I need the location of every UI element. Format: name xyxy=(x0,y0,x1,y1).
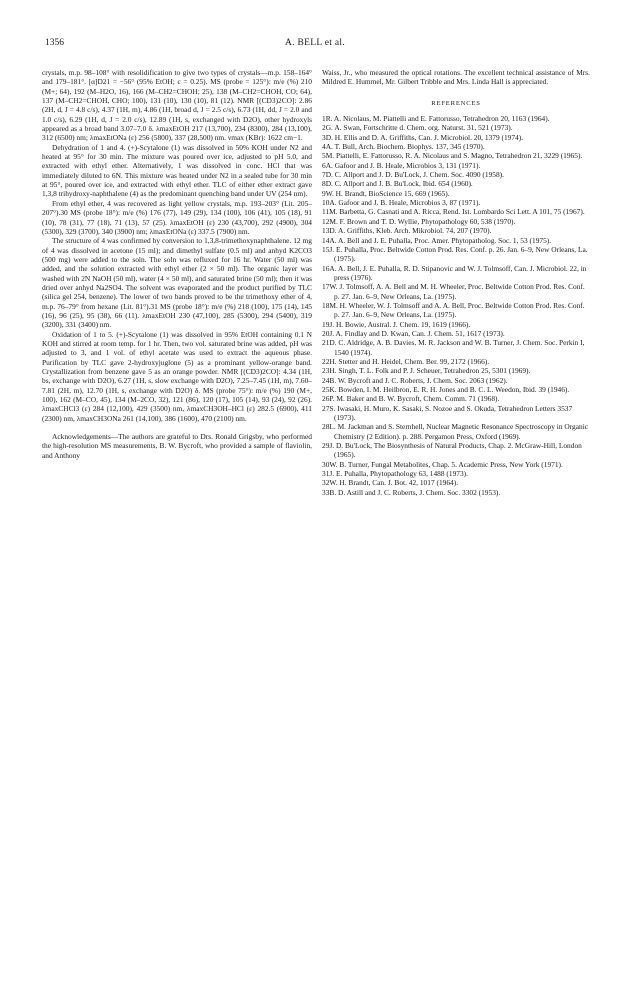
body-paragraph: Dehydration of 1 and 4. (+)-Scytalone (1) was dissolved in 50% KOH under N2 and heated at 95° for 30 min. The mixture was poured over ice, adjusted to pH 5.0, and extracted with ethyl ether. Alternatively, 1 was dissolved in conc. HCl that was immediately diluted to 6N. This mixture was heated under N2 in a sealed tube for 30 min at 95°, poured over ice, and extracted with ethyl ether. TLC of either ether extract gave 1,3,8 trihydroxy-naphthalene (4) as the predominant quenching band under UV (254 nm). xyxy=(42,142,312,199)
reference-item: 16A. A. Bell, J. E. Puhalla, R. D. Stipanovic and W. J. Tolmsoff, Can. J. Microbiol. 22, in press (1976). xyxy=(322,263,587,282)
reference-item: 31J. E. Puhalla, Phytopathology 63, 1488 (1973). xyxy=(322,469,468,479)
body-paragraph: From ethyl ether, 4 was recovered as light yellow crystals, m.p. 193–203° (Lit. 205–207°).30 MS (probe 18°): m/e (%) 176 (77), 149 (29), 134 (100), 106 (41), 105 (18), 91 (10), 78 (31), 77 (18), 71 (13), 57 (25). λmaxEtOH (ε) 230 (43,700), 292 (4900), 304 (5300), 329 (3700), 340 (3900) nm; λmaxEtONa (ε) 337.5 (7900) nm. xyxy=(42,198,312,236)
reference-item: 17W. J. Tolmsoff, A. A. Bell and M. H. Wheeler, Proc. Beltwide Cotton Prod. Res. Conf. p. 27. Jan. 6–9, New Orleans, La. (1975). xyxy=(322,282,585,301)
references-heading: REFERENCES xyxy=(431,99,481,107)
reference-item: 29J. D. Bu'Lock, The Biosynthesis of Natural Products, Chap. 2. McGraw-Hill, London (1965). xyxy=(322,441,582,460)
reference-item: 25K. Bowden, I. M. Heilbron, E. R. H. Jones and B. C. L. Weedon, Ibid. 39 (1946). xyxy=(322,385,570,394)
reference-item: 22H. Stetter and H. Heidel, Chem. Ber. 99, 2172 (1966). xyxy=(322,356,490,366)
reference-item: 27S. Iwasaki, H. Muro, K. Sasaki, S. Nozoe and S. Okuda, Tetrahedron Letters 3537 (1973). xyxy=(322,403,573,423)
left-column xyxy=(42,68,312,460)
reference-item: 11M. Barbetta, G. Casnati and A. Ricca, Rend. Ist. Lombardo Sci Lett. A 101, 75 (1967). xyxy=(322,207,585,217)
reference-item: 9W. H. Brandt, BioScience 15, 669 (1965). xyxy=(322,188,450,198)
page-header xyxy=(45,38,585,52)
reference-item: 13D. A. Griffiths, Kleb. Arch. Mikrobiol. 74, 207 (1970). xyxy=(322,226,492,236)
reference-item: 33B. D. Astill and J. C. Roberts, J. Chem. Soc. 3302 (1953). xyxy=(322,487,501,497)
reference-item: 1R. A. Nicolaus, M. Piattelli and E. Fattorusso, Tetrahedron 20, 1163 (1964). xyxy=(322,114,550,124)
page-number: 1356 xyxy=(45,38,64,48)
reference-item: 10A. Gafoor and J. B. Heale, Microbios 3, 87 (1971). xyxy=(322,198,481,208)
acknowledgements-continuation: Waiss, Jr., who measured the optical rotations. The excellent technical assistance of Mrs. Mildred E. Hummel, Mr. Gilbert Tribble and Mrs. Linda Hall is appreciated. xyxy=(322,68,590,87)
reference-item: 30W. B. Turner, Fungal Metabolites, Chap. 5. Academic Press, New York (1971). xyxy=(322,459,563,469)
reference-item: 23H. Singh, T. L. Folk and P. J. Scheuer, Tetrahedron 25, 5301 (1969). xyxy=(322,366,531,376)
body-paragraph: Oxidation of 1 to 5. (+)-Scytalone (1) was dissolved in 95% EtOH containing 0.1 N KOH and stirred at room temp. for 1 hr. Then, two vol. saturated brine was added, pH was adjusted to 3, and 1 vol. of ethyl acetate was used to extract the aqueous phase. Purification by TLC gave 2-hydroxyjuglone (5) as a prominant yellow-orange band. Crystallization from benzene gave 5 as an orange powder. NMR [(CD3)2CO]: 4.34 (1H, bs, exchange with D2O), 6.27 (1H, s, slow exchange with D2O), 7.25–7.45 (1H, m), 7.60–7.81 (2H, m), 12.70 (1H, s, exchange with D2O) δ. MS (probe 75°): m/e (%) 190 (M+, 100), 162 (M–CO, 45), 134 (M–2CO, 32), 121 (86), 120 (17), 105 (14), 93 (24), 92 (26). λmaxCHCl3 (ε) 284 (12,100), 429 (3500) nm, λmaxCH3OH–HCl (ε) 282.5 (6900), 411 (2300) nm, λmaxCH3ONa 261 (14,100), 386 (1600), 470 (2100) nm. xyxy=(42,329,312,423)
reference-item: 32W. H. Brandt, Can. J. Bot. 42, 1017 (1964). xyxy=(322,478,459,488)
reference-item: 12M. F. Brown and T. D. Wyllie, Phytopathology 60, 538 (1970). xyxy=(322,216,516,226)
references-list xyxy=(322,114,590,497)
reference-item: 21D. C. Aldridge, A. B. Davies, M. R. Jackson and W. B. Turner, J. Chem. Soc. Perkin I, 1540 (1974). xyxy=(322,338,585,357)
reference-item: 19J. H. Bowie, Austral. J. Chem. 19, 1619 (1966). xyxy=(322,319,471,329)
reference-item: 28L. M. Jackman and S. Sternhell, Nuclear Magnetic Resonance Spectroscopy in Organic Chemistry (2 Edition). p. 288. Pergamon Press, Oxford (1969). xyxy=(322,422,589,441)
reference-item: 2G. A. Swan, Fortschritte d. Chem. org. Naturst. 31, 521 (1973). xyxy=(322,123,513,133)
reference-item: 20J. A. Findlay and D. Kwan, Can. J. Chem. 51, 1617 (1973). xyxy=(322,328,505,338)
reference-item: 3D. H. Ellis and D. A. Griffiths, Can. J. Microbiol. 20, 1379 (1974). xyxy=(322,132,524,142)
reference-item: 15J. E. Puhalla, Proc. Beltwide Cotton Prod. Res. Conf. p. 26. Jan. 6–9, New Orleans, La. (1975). xyxy=(322,244,588,264)
reference-item: 26P. M. Baker and B. W. Bycroft, Chem. Comm. 71 (1968). xyxy=(322,394,500,404)
reference-item: 14A. A. Bell and J. E. Puhalla, Proc. Amer. Phytopatholog. Soc. 1, 53 (1975). xyxy=(322,235,552,245)
reference-item: 8D. C. Allport and J. B. Bu'Lock, Ibid. 654 (1960). xyxy=(322,179,473,189)
reference-item: 4A. T. Bull, Arch. Biochem. Biophys. 137, 345 (1970). xyxy=(322,142,485,152)
reference-item: 18M. H. Wheeler, W. J. Tolmsoff and A. A. Bell, Proc. Beltwide Cotton Prod. Res. Conf. p. 27. Jan. 6–9, New Orleans, La. (1975). xyxy=(322,300,585,320)
reference-item: 6A. Gafoor and J. B. Heale, Microbios 3, 131 (1971). xyxy=(322,160,481,170)
body-paragraph: crystals, m.p. 98–108° with resolidification to give two types of crystals—m.p. 158–164° and 179–181°. [α]D21 = −56° (95% EtOH; c = 0.25). MS (probe = 125°): m/e (%) 210 (M+; 64), 192 (M–H2O, 16), 166 (M–CH2=CHOH; 25), 138 (M–CH2=CHOH, CO; 64), 137 (M–CH2=CHOH, CHO; 100), 131 (10), 130 (10), 81 (12). NMR [(CD3)2CO]: 2.86 (2H, d, J = 4.8 c/s), 4.37 (1H, m), 4.86 (1H, broad d, J = 2.5 c/s), 6.73 (1H, dd, J = 2.0 and 1.0 c/s), 6.29 (1H, d, J = 2.0 c/s), 12.89 (1H, s, exchanged with D2O), other hydroxyls appeared as a broad band 3.07–7.0 δ. λmaxEtOH 217 (13,700), 234 (8300), 284 (13,100), 312 (6500) nm; λmaxEtONa (ε) 256 (5800), 337 (28,500) nm. νmax (KBr): 1622 cm−1. xyxy=(42,68,312,143)
body-paragraph: The structure of 4 was confirmed by conversion to 1,3,8-trimethoxynaphthalene. 12 mg of 4 was dissolved in acetone (15 ml); and dimethyl sulfate (0.5 ml) and anhyd K2CO3 (500 mg) were added to the soln. The soln was refluxed for 16 hr. Water (50 ml) was added, and the solution extracted with ethyl ether (2 × 50 ml). The organic layer was washed with 2N NaOH (50 ml), water (4 × 50 ml), and saturated brine (50 ml); then it was dried over anhyd Na2SO4. The solvent was evaporated and the product purified by TLC (silica gel 254, benzene). The lower of two bands proved to be the trimethoxy ether of 4, m.p. 76–79° from hexane (Lit. 81°).31 MS (probe 18°): m/e (%) 218 (100), 175 (14), 145 (16), 96 (25), 95 (38), 66 (11). λmaxEtOH 230 (47,100), 285 (5300), 294 (5400), 319 (3200), 331 (3400) nm. xyxy=(42,236,312,330)
reference-item: 5M. Piattelli, E. Fattorusso, R. A. Nicolaus and S. Magno, Tetrahedron 21, 3229 (1965). xyxy=(322,151,583,161)
reference-item: 7D. C. Allport and J. D. Bu'Lock, J. Chem. Soc. 4090 (1958). xyxy=(322,170,504,180)
body-paragraph: Acknowledgements—The authors are grateful to Drs. Ronald Grigsby, who performed the high-resolution MS measurements, B. W. Bycroft, who provided a sample of flaviolin, and Anthony xyxy=(42,432,312,460)
running-head: A. BELL et al. xyxy=(284,38,346,48)
right-column xyxy=(322,68,590,497)
reference-item: 24B. W. Bycroft and J. C. Roberts, J. Chem. Soc. 2063 (1962). xyxy=(322,375,508,385)
